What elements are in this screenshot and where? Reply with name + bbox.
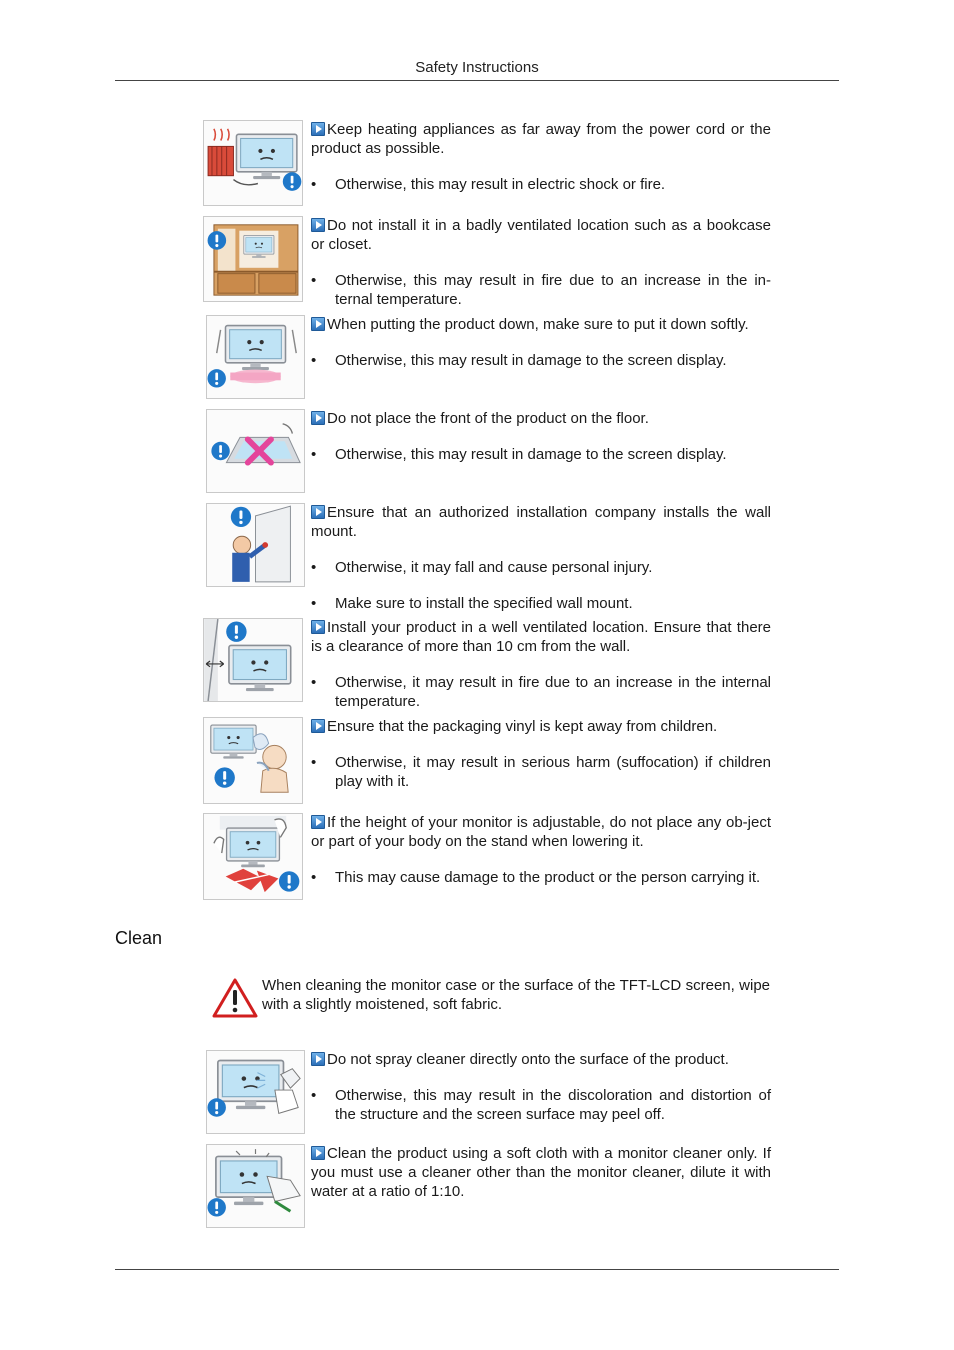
soft-cloth-wipe-illustration: [206, 1144, 305, 1228]
item-bullet: • Otherwise, this may result in electric shock or fire.: [311, 175, 771, 194]
bullet-arrow-icon: [311, 1052, 325, 1066]
item-lead: If the height of your monitor is adjustable, do not place any ob-ject or part of your body on the stand when lowering it.: [311, 814, 771, 850]
item-lead: Keep heating appliances as far away from the power cord or the product as possible.: [311, 121, 771, 157]
heater-near-monitor-illustration: [203, 120, 303, 206]
bullet-arrow-icon: [311, 411, 325, 425]
item-lead: Do not place the front of the product on the floor.: [327, 410, 649, 427]
warning-triangle-icon: [212, 978, 258, 1018]
item-lead: Install your product in a well ventilated location. Ensure that there is a clearance of more than 10 cm from the wall.: [311, 619, 771, 655]
bullet-arrow-icon: [311, 317, 325, 331]
bullet-arrow-icon: [311, 218, 325, 232]
bookcase-monitor-illustration: [203, 216, 303, 302]
item-bullet: • Otherwise, it may fall and cause personal injury.: [311, 558, 771, 577]
footer-rule: [115, 1269, 839, 1270]
face-down-forbidden-illustration: [206, 409, 305, 493]
section-title-clean: Clean: [115, 928, 163, 948]
put-down-softly-illustration: [206, 315, 305, 399]
header-rule: [115, 80, 839, 81]
wall-clearance-illustration: [203, 618, 303, 702]
bullet-arrow-icon: [311, 719, 325, 733]
baby-with-vinyl-illustration: [203, 717, 303, 804]
page-header-title: Safety Instructions: [415, 59, 539, 76]
item-lead: When putting the product down, make sure to put it down softly.: [327, 316, 749, 333]
item-bullet: • Make sure to install the specified wall mount.: [311, 594, 771, 613]
item-bullet: • Otherwise, this may result in damage to the screen display.: [311, 445, 771, 464]
spray-cleaner-illustration: [206, 1050, 305, 1134]
item-bullet: • Otherwise, it may result in fire due to an increase in the internal temperature.: [311, 673, 771, 711]
stand-pinch-illustration: [203, 813, 303, 900]
wall-mount-installer-illustration: [206, 503, 305, 587]
bullet-arrow-icon: [311, 122, 325, 136]
item-bullet: • Otherwise, this may result in damage to the screen display.: [311, 351, 771, 370]
item-lead: Do not spray cleaner directly onto the surface of the product.: [327, 1051, 729, 1068]
item-bullet: • Otherwise, this may result in the discoloration and distortion of the structure and the screen surface may peel off.: [311, 1086, 771, 1124]
item-bullet: • Otherwise, it may result in serious harm (suffocation) if children play with it.: [311, 753, 771, 791]
bullet-arrow-icon: [311, 1146, 325, 1160]
bullet-arrow-icon: [311, 815, 325, 829]
item-lead: Ensure that an authorized installation company installs the wall mount.: [311, 504, 771, 540]
item-bullet: • This may cause damage to the product or the person carrying it.: [311, 868, 771, 887]
bullet-arrow-icon: [311, 505, 325, 519]
item-lead: Ensure that the packaging vinyl is kept away from children.: [327, 718, 718, 735]
item-lead: Clean the product using a soft cloth with a monitor cleaner only. If you must use a cleaner other than the monitor cleaner, dilute it with water at a ratio of 1:10.: [311, 1145, 771, 1200]
bullet-arrow-icon: [311, 620, 325, 634]
caution-text: When cleaning the monitor case or the surface of the TFT-LCD screen, wipe with a slightly moistened, soft fabric.: [262, 977, 770, 1013]
item-bullet: • Otherwise, this may result in fire due to an increase in the in-ternal temperature.: [311, 271, 771, 309]
item-lead: Do not install it in a badly ventilated location such as a bookcase or closet.: [311, 217, 771, 253]
